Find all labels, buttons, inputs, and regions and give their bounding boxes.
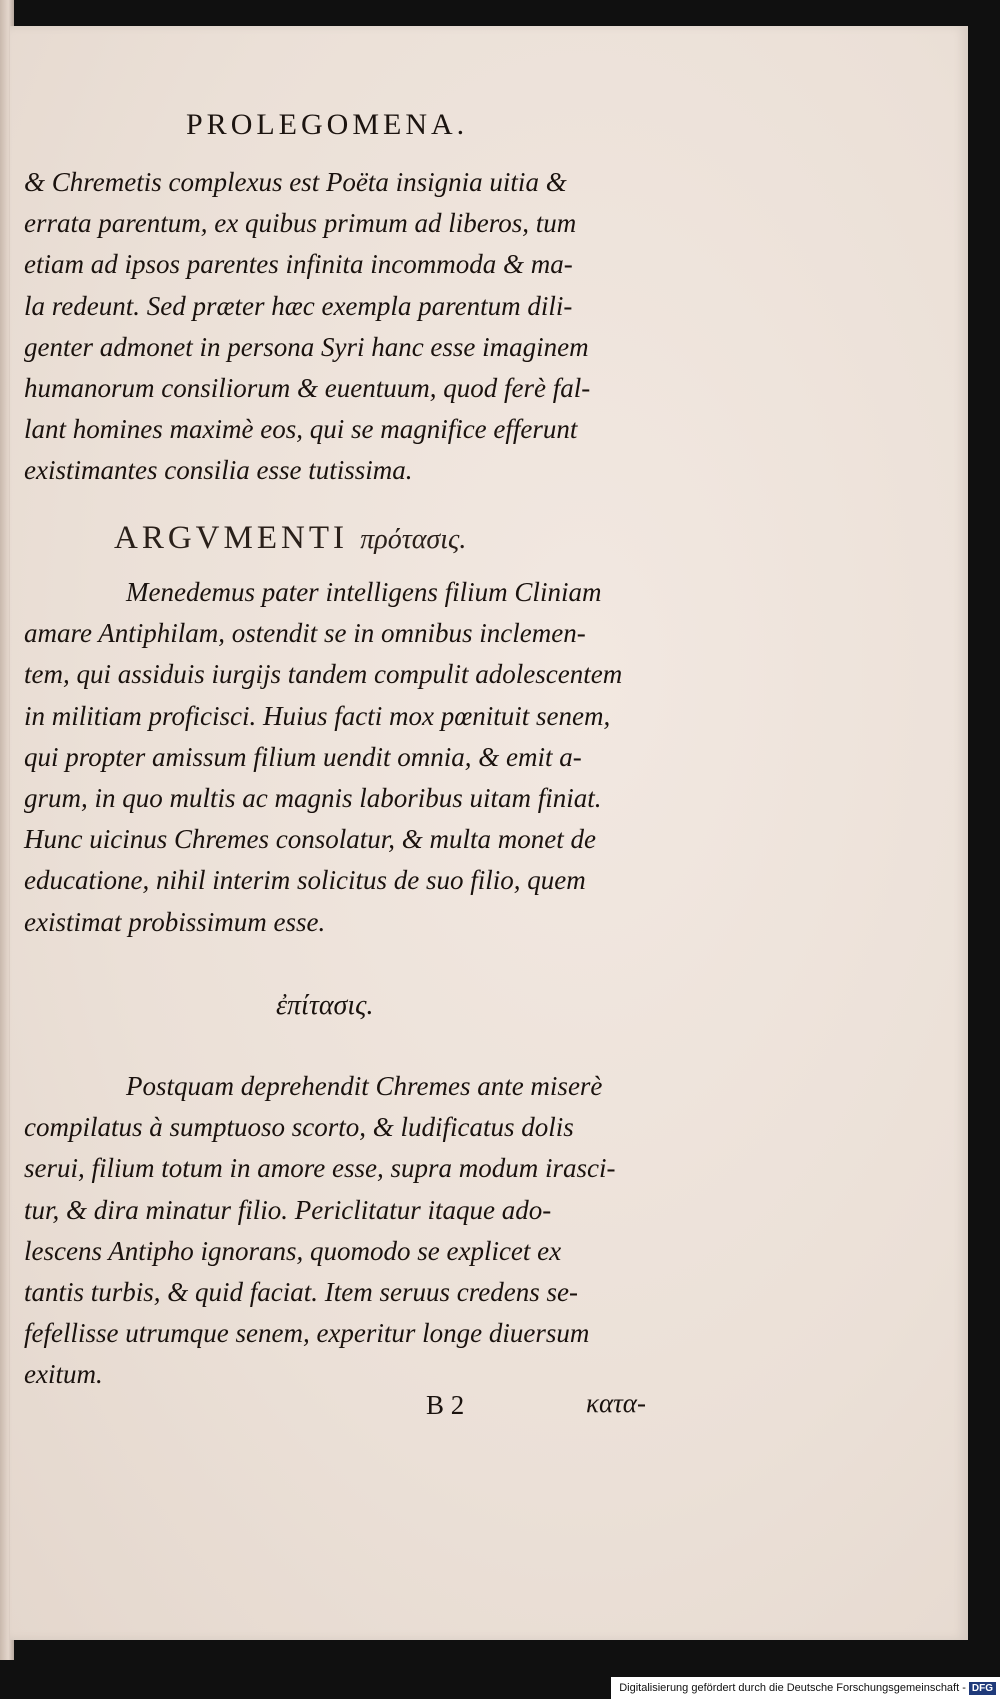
digitization-credit	[611, 1677, 1000, 1699]
paragraph-epitasis	[24, 1066, 714, 1396]
heading-greek: πρότασις.	[360, 524, 467, 555]
text-line: in militiam proficisci. Huius facti mox pœnituit senem,	[24, 700, 611, 731]
text-line: existimantes consilia esse tutissima.	[24, 455, 413, 486]
section-subheading: ἐπίτασις.	[276, 990, 374, 1021]
text-line: fefellisse utrumque senem, experitur longe diuersum	[24, 1318, 590, 1349]
book-page	[10, 26, 968, 1640]
text-line: serui, filium totum in amore esse, supra modum irasci-	[24, 1153, 616, 1184]
text-line: errata parentum, ex quibus primum ad liberos, tum	[24, 208, 577, 239]
dfg-logo-icon: DFG	[969, 1682, 996, 1695]
signature-mark: B 2	[426, 1390, 465, 1420]
text-line: lescens Antipho ignorans, quomodo se explicet ex	[24, 1235, 562, 1266]
text-line: grum, in quo multis ac magnis laboribus uitam finiat.	[24, 783, 602, 814]
text-line: Postquam deprehendit Chremes ante miserè	[126, 1071, 603, 1101]
text-line: tem, qui assiduis iurgijs tandem compulit adolescentem	[24, 659, 623, 690]
running-head: PROLEGOMENA.	[186, 108, 469, 141]
text-line: lant homines maximè eos, qui se magnifice efferunt	[24, 414, 578, 445]
text-line: & Chremetis complexus est Poëta insignia uitia &	[24, 167, 567, 197]
text-line: tur, & dira minatur filio. Periclitatur itaque ado-	[24, 1194, 552, 1225]
heading-latin: ARGVMENTI	[114, 520, 348, 556]
text-line: existimat probissimum esse.	[24, 906, 326, 937]
paragraph-intro	[24, 162, 714, 492]
text-line: etiam ad ipsos parentes infinita incommoda & ma-	[24, 249, 573, 280]
text-line: la redeunt. Sed præter hæc exempla parentum dili-	[24, 290, 573, 321]
text-line: exitum.	[24, 1359, 103, 1390]
text-line: qui propter amissum filium uendit omnia, & emit a-	[24, 741, 582, 772]
text-line: humanorum consiliorum & euentuum, quod ferè fal-	[24, 373, 591, 404]
section-heading	[114, 520, 466, 557]
text-line: Hunc uicinus Chremes consolatur, & multa monet de	[24, 824, 596, 855]
text-line: genter admonet in persona Syri hanc esse imaginem	[24, 331, 589, 362]
paragraph-protasis	[24, 572, 714, 943]
text-line: educatione, nihil interim solicitus de suo filio, quem	[24, 865, 586, 896]
text-line: amare Antiphilam, ostendit se in omnibus inclemen-	[24, 618, 586, 649]
text-line: tantis turbis, & quid faciat. Item seruus credens se-	[24, 1277, 578, 1308]
catchword: κατα-	[586, 1388, 646, 1418]
credit-text: Digitalisierung gefördert durch die Deutsche Forschungsgemeinschaft -	[619, 1682, 966, 1694]
text-line: Menedemus pater intelligens filium Cliniam	[126, 577, 602, 607]
text-line: compilatus à sumptuoso scorto, & ludificatus dolis	[24, 1112, 574, 1143]
